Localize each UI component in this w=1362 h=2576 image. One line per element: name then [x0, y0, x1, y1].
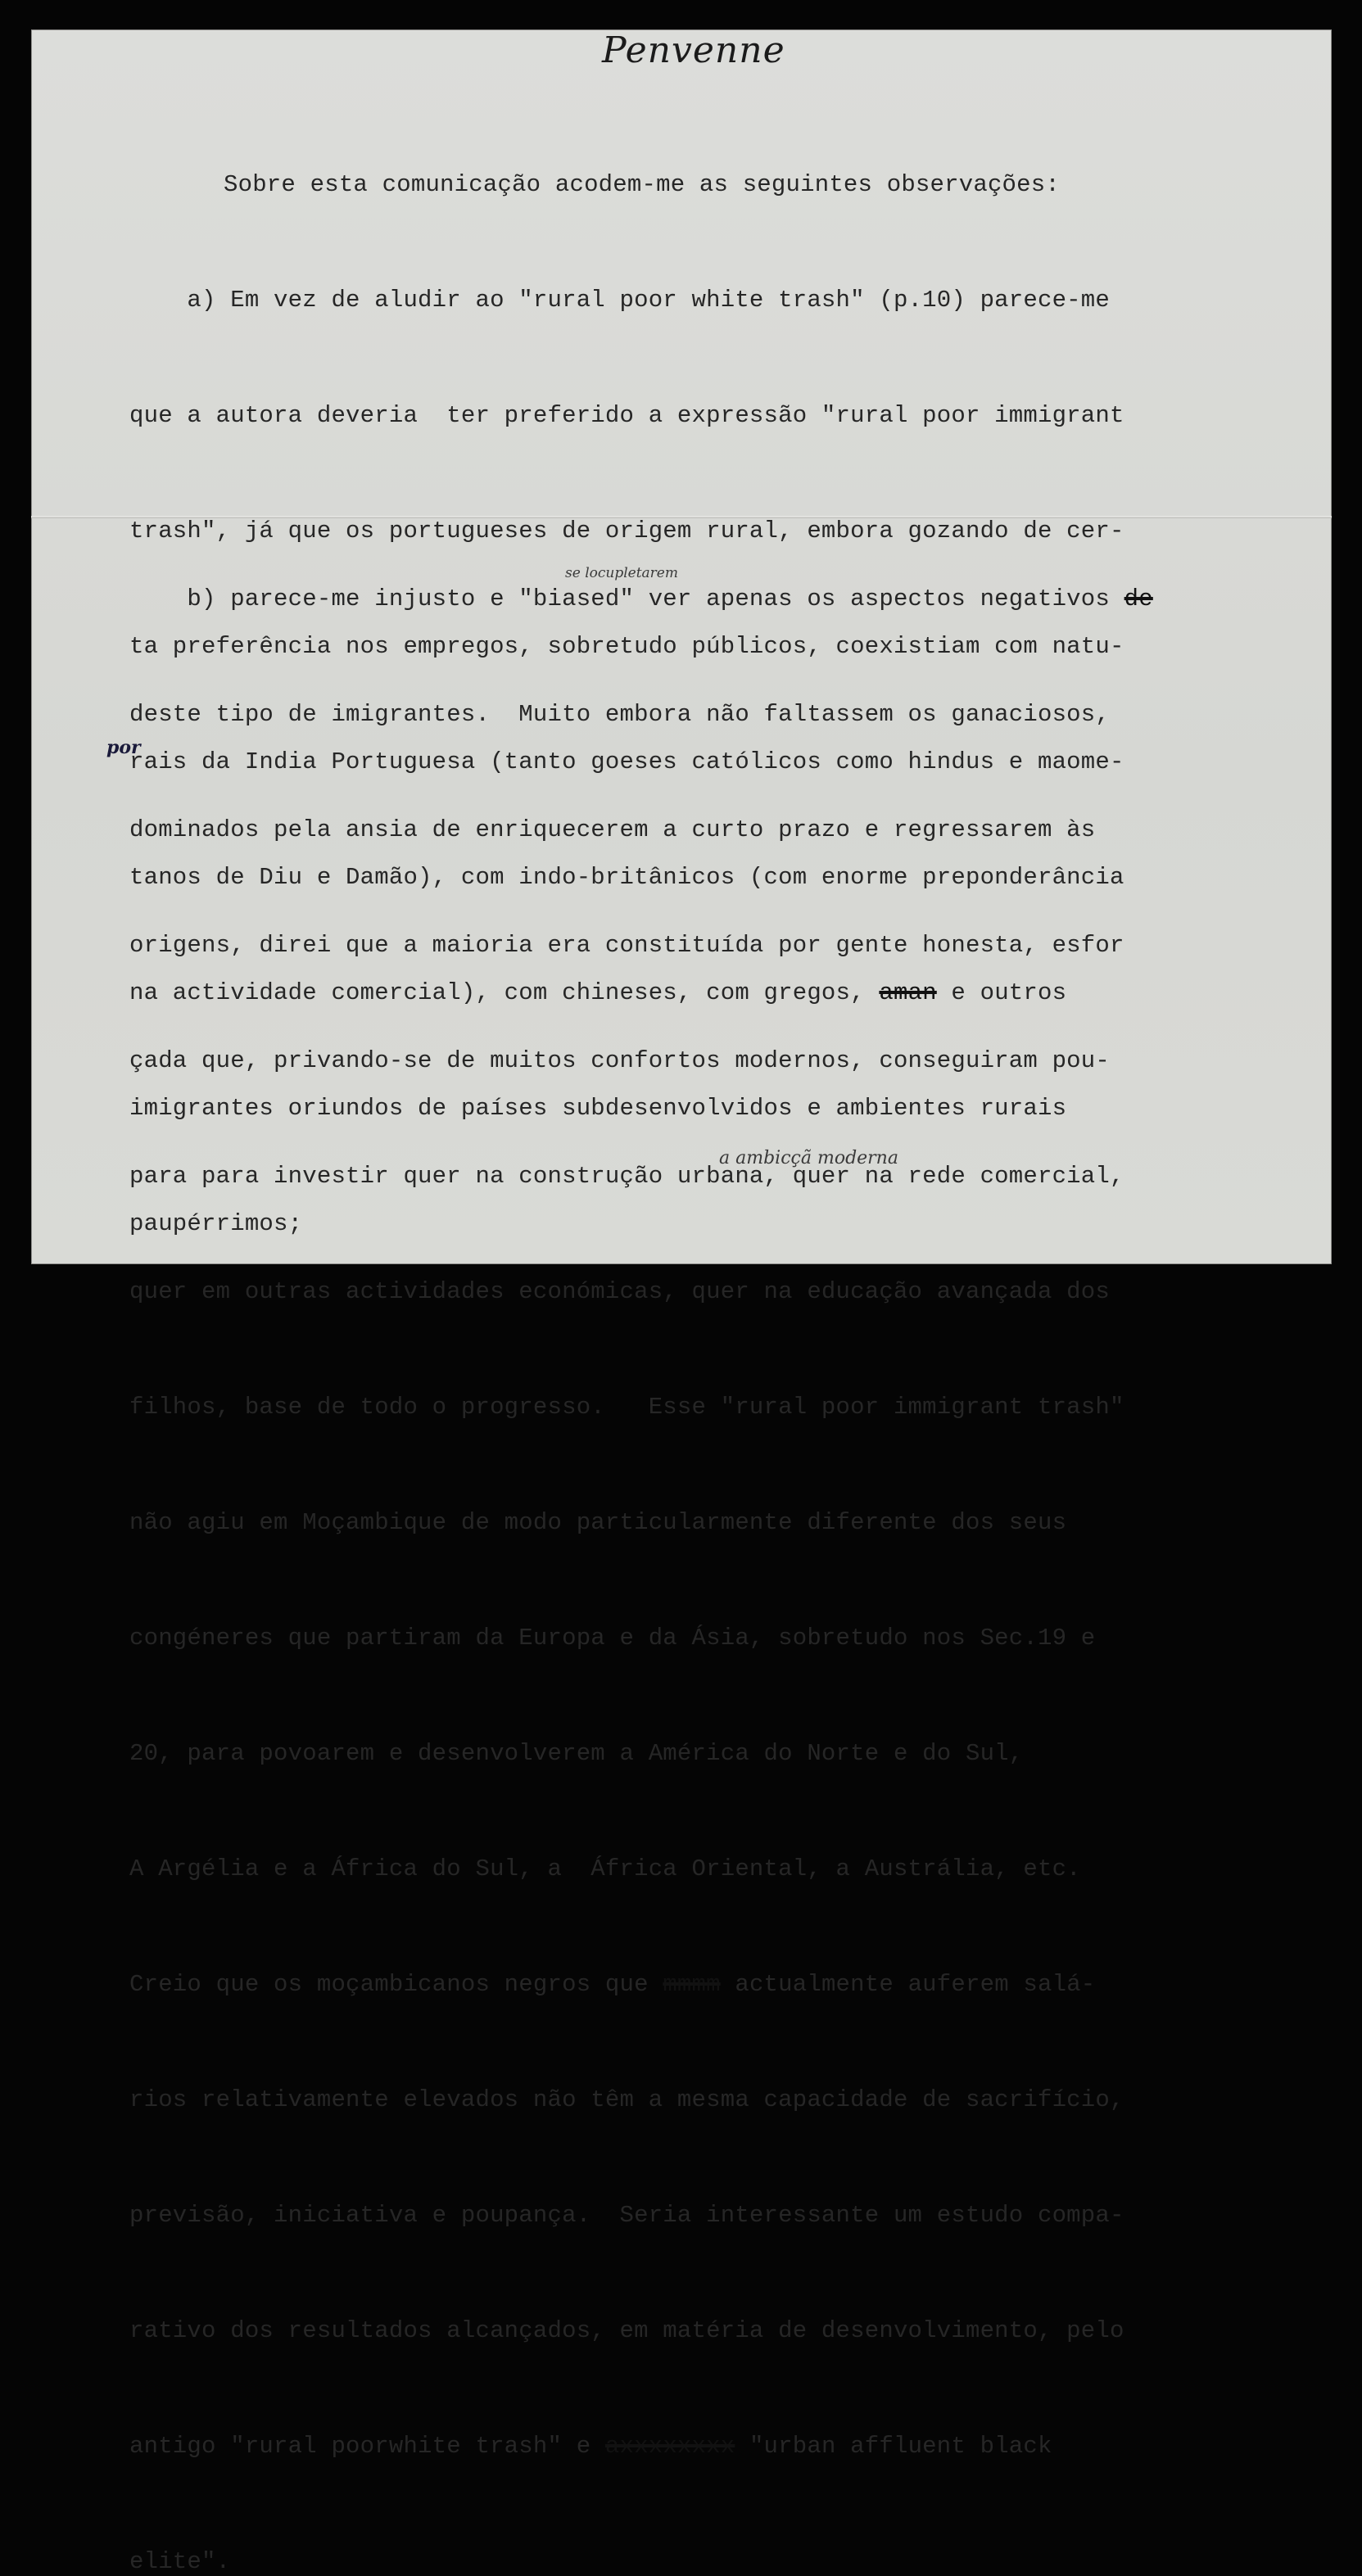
text-line: a) Em vez de aludir ao "rural poor white trash" (p.10) parece-me [129, 287, 1110, 314]
text-line: ta preferência nos empregos, sobretudo públicos, coexistiam com natu- [129, 633, 1124, 660]
text-line [129, 580, 1153, 618]
paragraph-b [129, 503, 1153, 2576]
text-fragment: e outros [936, 979, 1067, 1006]
text-line: imigrantes oriundos de países subdesenvolvidos e ambientes rurais [129, 1095, 1067, 1122]
text-line: para para investir quer na construção urbana, quer na rede comercial, [129, 1163, 1124, 1190]
margin-note: por [106, 737, 141, 758]
text-line [129, 1965, 1153, 2004]
text-line: deste tipo de imigrantes. Muito embora não faltassem os ganaciosos, [129, 701, 1110, 728]
text-fragment: actualmente auferem salá- [720, 1971, 1096, 1998]
text-line: trash", já que os portugueses de origem rural, embora gozando de cer- [129, 517, 1124, 545]
text-line: tanos de Diu e Damão), com indo-britânicos (com enorme preponderância [129, 864, 1124, 891]
text-line: rais da India Portuguesa (tanto goeses católicos como hindus e maome- [129, 748, 1124, 775]
text-line: çada que, privando-se de muitos confortos modernos, conseguiram pou- [129, 1047, 1110, 1074]
text-line: origens, direi que a maioria era constituída por gente honesta, esfor [129, 932, 1124, 959]
text-line [129, 2427, 1153, 2465]
text-line: filhos, base de todo o progresso. Esse "rural poor immigrant trash" [129, 1394, 1124, 1421]
text-fragment: b) parece-me injusto e "biased" ver apenas os aspectos negativos [129, 585, 1124, 612]
text-line: dominados pela ansia de enriquecerem a curto prazo e regressarem às [129, 816, 1096, 843]
struck-word: mmmm [663, 1971, 721, 1998]
text-fragment: na actividade comercial), com chineses, com gregos, [129, 979, 880, 1006]
handwritten-title: Penvenne [602, 29, 785, 71]
struck-word: axxxxxxxx [604, 2433, 735, 2460]
text-fragment: antigo "rural poorwhite trash" e [129, 2433, 605, 2460]
text-line: paupérrimos; [129, 1210, 303, 1237]
text-line: elite". [129, 2548, 231, 2575]
text-line: que a autora deveria ter preferido a expressão "rural poor immigrant [129, 402, 1124, 429]
text-line: não agiu em Moçambique de modo particularmente diferente dos seus [129, 1509, 1067, 1536]
handwritten-insert: a ambicçã moderna [719, 1148, 898, 1168]
text-line: previsão, iniciativa e poupança. Seria interessante um estudo compa- [129, 2202, 1124, 2229]
text-fragment: Creio que os moçambicanos negros que [129, 1971, 663, 1998]
text-line: 20, para povoarem e desenvolverem a América do Norte e do Sul, [129, 1740, 1024, 1767]
text-line: rativo dos resultados alcançados, em matéria de desenvolvimento, pelo [129, 2317, 1124, 2344]
struck-word: de [1124, 585, 1153, 612]
text-line: A Argélia e a África do Sul, a África Oriental, a Austrália, etc. [129, 1855, 1081, 1882]
text-fragment: "urban affluent black [735, 2433, 1052, 2460]
text-line: congéneres que partiram da Europa e da Ásia, sobretudo nos Sec.19 e [129, 1625, 1096, 1652]
handwritten-insert: se locupletarem [565, 565, 678, 581]
struck-word: aman [879, 979, 937, 1006]
text-line: rios relativamente elevados não têm a mesma capacidade de sacrifício, [129, 2086, 1124, 2113]
text-line: quer em outras actividades económicas, quer na educação avançada dos [129, 1278, 1110, 1305]
intro-line: Sobre esta comunicação acodem-me as seguintes observações: [224, 171, 1060, 198]
